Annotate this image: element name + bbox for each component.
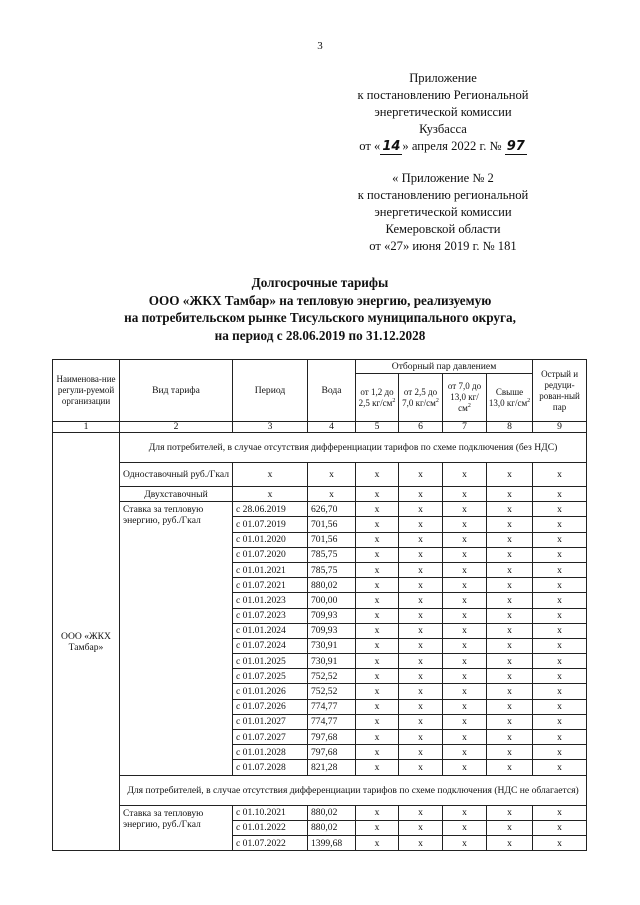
x-cell: x — [443, 805, 487, 820]
tariff-row — [53, 487, 587, 502]
section-header-row — [53, 433, 587, 463]
water-value: 785,75 — [308, 547, 356, 562]
x-cell: x — [487, 463, 533, 487]
x-cell: x — [533, 547, 587, 562]
x-cell: x — [399, 562, 443, 577]
title-line: на период с 28.06.2019 по 31.12.2028 — [214, 327, 426, 343]
x-cell: x — [399, 745, 443, 760]
heat-rate-label: Ставка за тепловую энергию, руб./Гкал — [120, 805, 233, 851]
x-cell: x — [399, 638, 443, 653]
appendix-line: Кузбасса — [419, 122, 467, 136]
period-cell: с 01.07.2027 — [233, 730, 308, 745]
x-cell: x — [443, 745, 487, 760]
x-cell: x — [533, 502, 587, 517]
x-cell: x — [356, 502, 399, 517]
section-title: Для потребителей, в случае отсутствия дифференциации тарифов по схеме подключения (без НДС) — [120, 433, 587, 463]
water-value: 821,28 — [308, 760, 356, 775]
x-cell: x — [533, 562, 587, 577]
water-value: 785,75 — [308, 562, 356, 577]
x-cell: x — [443, 820, 487, 835]
x-cell: x — [399, 805, 443, 820]
sup-2: 2 — [467, 403, 471, 409]
x-cell: x — [443, 669, 487, 684]
water-value: 880,02 — [308, 805, 356, 820]
x-cell: x — [356, 760, 399, 775]
sup-2: 2 — [435, 397, 439, 404]
x-cell: x — [356, 699, 399, 714]
x-cell: x — [356, 487, 399, 502]
x-cell: x — [308, 463, 356, 487]
x-cell: x — [399, 517, 443, 532]
org-name: ООО «ЖКХ Тамбар» — [53, 433, 120, 851]
x-cell: x — [533, 835, 587, 850]
x-cell: x — [443, 835, 487, 850]
x-cell: x — [487, 654, 533, 669]
section-header-row — [53, 775, 587, 805]
x-cell: x — [487, 835, 533, 850]
col-number: 5 — [356, 422, 399, 433]
appendix-header — [328, 70, 558, 155]
x-cell: x — [487, 820, 533, 835]
col-number: 1 — [53, 422, 120, 433]
x-cell: x — [533, 532, 587, 547]
x-cell: x — [443, 638, 487, 653]
header-org: Наименова-ние регули-руемой организации — [53, 360, 120, 422]
x-cell: x — [399, 487, 443, 502]
column-numbers-row — [53, 422, 587, 433]
period-cell: с 01.07.2021 — [233, 578, 308, 593]
sup-2: 2 — [527, 397, 531, 404]
x-cell: x — [356, 669, 399, 684]
steam-label: от 7,0 до 13,0 кг/см — [447, 381, 482, 413]
x-cell: x — [487, 532, 533, 547]
x-cell: x — [399, 502, 443, 517]
x-cell: x — [487, 638, 533, 653]
x-cell: x — [487, 578, 533, 593]
period-cell: с 01.01.2025 — [233, 654, 308, 669]
x-cell: x — [443, 463, 487, 487]
date-prefix: от « — [359, 139, 381, 153]
water-value: 730,91 — [308, 638, 356, 653]
x-cell: x — [399, 608, 443, 623]
x-cell: x — [356, 463, 399, 487]
x-cell: x — [487, 684, 533, 699]
x-cell: x — [399, 532, 443, 547]
x-cell: x — [356, 684, 399, 699]
appendix-line: к постановлению региональной — [357, 188, 529, 202]
col-number: 9 — [533, 422, 587, 433]
water-value: 701,56 — [308, 517, 356, 532]
col-number: 7 — [443, 422, 487, 433]
section-title: Для потребителей, в случае отсутствия дифференциации тарифов по схеме подключения (НДС не облагается) — [120, 775, 587, 805]
x-cell: x — [533, 463, 587, 487]
x-cell: x — [533, 623, 587, 638]
x-cell: x — [356, 638, 399, 653]
x-cell: x — [443, 562, 487, 577]
water-value: 701,56 — [308, 532, 356, 547]
title-line: на потребительском рынке Тисульского муниципального округа, — [124, 310, 516, 325]
appendix-line: Кемеровской области — [385, 222, 501, 236]
x-cell: x — [356, 835, 399, 850]
x-cell: x — [487, 805, 533, 820]
x-cell: x — [443, 517, 487, 532]
x-cell: x — [533, 699, 587, 714]
x-cell: x — [356, 730, 399, 745]
x-cell: x — [487, 760, 533, 775]
col-number: 2 — [120, 422, 233, 433]
x-cell: x — [443, 578, 487, 593]
x-cell: x — [533, 714, 587, 729]
handwritten-day: 14 — [382, 139, 401, 154]
period-cell: с 01.07.2026 — [233, 699, 308, 714]
x-cell: x — [533, 638, 587, 653]
appendix-line: энергетической комиссии — [374, 205, 512, 219]
period-cell: с 01.01.2027 — [233, 714, 308, 729]
x-cell: x — [356, 608, 399, 623]
table-body — [53, 360, 587, 851]
header-steam-2 — [399, 374, 443, 422]
period-cell: с 28.06.2019 — [233, 502, 308, 517]
x-cell: x — [533, 669, 587, 684]
x-cell: x — [399, 699, 443, 714]
period-cell: с 01.01.2028 — [233, 745, 308, 760]
x-cell: x — [233, 487, 308, 502]
x-cell: x — [487, 608, 533, 623]
appendix-previous — [328, 170, 558, 255]
water-value: 774,77 — [308, 714, 356, 729]
x-cell: x — [533, 745, 587, 760]
x-cell: x — [356, 820, 399, 835]
x-cell: x — [399, 463, 443, 487]
appendix-line: Приложение — [409, 71, 477, 85]
one-part-label: Одноставочный руб./Гкал — [120, 463, 233, 487]
water-value: 730,91 — [308, 654, 356, 669]
header-row — [53, 360, 587, 374]
sup-2: 2 — [392, 397, 396, 404]
water-value: 752,52 — [308, 669, 356, 684]
appendix-date — [328, 138, 558, 155]
x-cell: x — [399, 623, 443, 638]
two-part-label: Двухставочный — [120, 487, 233, 502]
x-cell: x — [443, 593, 487, 608]
appendix-line: от «27» июня 2019 г. № 181 — [369, 239, 517, 253]
x-cell: x — [487, 730, 533, 745]
water-value: 700,00 — [308, 593, 356, 608]
water-value: 880,02 — [308, 578, 356, 593]
x-cell: x — [487, 745, 533, 760]
x-cell: x — [356, 714, 399, 729]
x-cell: x — [308, 487, 356, 502]
x-cell: x — [487, 714, 533, 729]
water-value: 1399,68 — [308, 835, 356, 850]
x-cell: x — [356, 562, 399, 577]
water-value: 709,93 — [308, 623, 356, 638]
col-number: 4 — [308, 422, 356, 433]
appendix-line: к постановлению Региональной — [357, 88, 529, 102]
x-cell: x — [487, 699, 533, 714]
col-number: 8 — [487, 422, 533, 433]
x-cell: x — [443, 547, 487, 562]
heat-rate-label: Ставка за тепловую энергию, руб./Гкал — [120, 502, 233, 775]
x-cell: x — [443, 532, 487, 547]
x-cell: x — [443, 760, 487, 775]
x-cell: x — [533, 654, 587, 669]
steam-label: от 2,5 до 7,0 кг/см — [402, 386, 438, 408]
x-cell: x — [533, 517, 587, 532]
x-cell: x — [533, 578, 587, 593]
col-number: 3 — [233, 422, 308, 433]
period-cell: с 01.01.2022 — [233, 820, 308, 835]
steam-label: от 1,2 до 2,5 кг/см — [358, 386, 394, 408]
x-cell: x — [443, 623, 487, 638]
header-steam-1 — [356, 374, 399, 422]
x-cell: x — [399, 714, 443, 729]
period-cell: с 01.07.2020 — [233, 547, 308, 562]
x-cell: x — [533, 730, 587, 745]
x-cell: x — [356, 654, 399, 669]
period-cell: с 01.01.2023 — [233, 593, 308, 608]
x-cell: x — [399, 760, 443, 775]
title-line: Долгосрочные тарифы — [251, 275, 389, 290]
x-cell: x — [487, 623, 533, 638]
water-value: 626,70 — [308, 502, 356, 517]
x-cell: x — [399, 669, 443, 684]
x-cell: x — [399, 654, 443, 669]
appendix-line: « Приложение № 2 — [392, 171, 494, 185]
water-value: 797,68 — [308, 745, 356, 760]
period-cell: с 01.07.2019 — [233, 517, 308, 532]
x-cell: x — [443, 654, 487, 669]
x-cell: x — [356, 547, 399, 562]
x-cell: x — [533, 820, 587, 835]
x-cell: x — [533, 608, 587, 623]
x-cell: x — [487, 593, 533, 608]
x-cell: x — [487, 547, 533, 562]
period-cell: с 01.07.2022 — [233, 835, 308, 850]
x-cell: x — [533, 760, 587, 775]
table-row — [53, 502, 587, 517]
period-cell: с 01.01.2024 — [233, 623, 308, 638]
header-tariff-type: Вид тарифа — [120, 360, 233, 422]
document-title — [0, 274, 640, 344]
header-steam-4 — [487, 374, 533, 422]
x-cell: x — [533, 805, 587, 820]
x-cell: x — [487, 502, 533, 517]
period-cell: с 01.07.2025 — [233, 669, 308, 684]
steam-label: Свыше 13,0 кг/см — [488, 386, 528, 408]
x-cell: x — [356, 745, 399, 760]
x-cell: x — [533, 593, 587, 608]
x-cell: x — [443, 730, 487, 745]
x-cell: x — [487, 562, 533, 577]
header-period: Период — [233, 360, 308, 422]
x-cell: x — [443, 502, 487, 517]
x-cell: x — [487, 487, 533, 502]
table-row — [53, 805, 587, 820]
header-steam-3 — [443, 374, 487, 422]
x-cell: x — [399, 820, 443, 835]
x-cell: x — [533, 684, 587, 699]
x-cell: x — [399, 578, 443, 593]
x-cell: x — [356, 517, 399, 532]
period-cell: с 01.10.2021 — [233, 805, 308, 820]
date-mid: » апреля 2022 г. № — [402, 139, 502, 153]
x-cell: x — [443, 684, 487, 699]
x-cell: x — [487, 517, 533, 532]
x-cell: x — [443, 699, 487, 714]
x-cell: x — [399, 835, 443, 850]
x-cell: x — [443, 608, 487, 623]
period-cell: с 01.07.2023 — [233, 608, 308, 623]
x-cell: x — [443, 714, 487, 729]
x-cell: x — [356, 593, 399, 608]
period-cell: с 01.01.2020 — [233, 532, 308, 547]
tariff-table — [52, 359, 587, 851]
tariff-row — [53, 463, 587, 487]
water-value: 752,52 — [308, 684, 356, 699]
period-cell: с 01.07.2028 — [233, 760, 308, 775]
water-value: 880,02 — [308, 820, 356, 835]
x-cell: x — [399, 684, 443, 699]
title-line: ООО «ЖКХ Тамбар» на тепловую энергию, реализуемую — [148, 292, 492, 308]
page-number: 3 — [317, 40, 323, 52]
handwritten-number: 97 — [506, 139, 525, 154]
period-cell: с 01.01.2026 — [233, 684, 308, 699]
header-steam-group: Отборный пар давлением — [356, 360, 533, 374]
x-cell: x — [356, 623, 399, 638]
x-cell: x — [356, 532, 399, 547]
header-water: Вода — [308, 360, 356, 422]
x-cell: x — [399, 593, 443, 608]
water-value: 797,68 — [308, 730, 356, 745]
x-cell: x — [443, 487, 487, 502]
x-cell: x — [356, 578, 399, 593]
x-cell: x — [399, 730, 443, 745]
appendix-line: энергетической комиссии — [374, 105, 512, 119]
x-cell: x — [487, 669, 533, 684]
period-cell: с 01.07.2024 — [233, 638, 308, 653]
period-cell: с 01.01.2021 — [233, 562, 308, 577]
col-number: 6 — [399, 422, 443, 433]
x-cell: x — [533, 487, 587, 502]
header-sharp-steam: Острый и редуци-рован-ный пар — [533, 360, 587, 422]
x-cell: x — [356, 805, 399, 820]
water-value: 774,77 — [308, 699, 356, 714]
water-value: 709,93 — [308, 608, 356, 623]
x-cell: x — [399, 547, 443, 562]
x-cell: x — [233, 463, 308, 487]
